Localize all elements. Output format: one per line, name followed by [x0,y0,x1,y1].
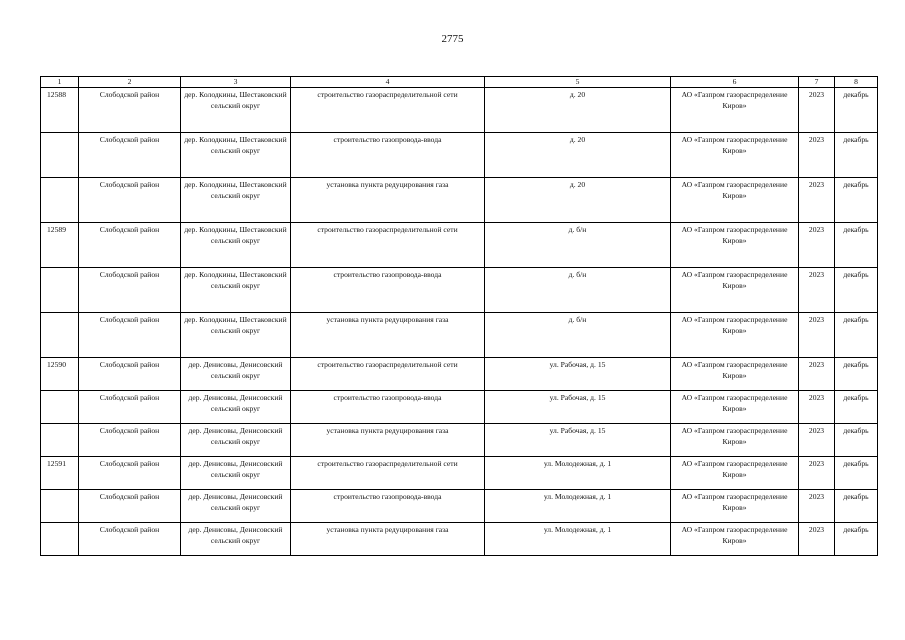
year-cell: 2023 [799,523,835,556]
address-cell: ул. Рабочая, д. 15 [485,358,671,391]
district-cell: Слободской район [79,490,181,523]
district-cell: Слободской район [79,133,181,178]
record-number [41,133,79,178]
year-cell: 2023 [799,313,835,358]
table-row [41,391,878,424]
address-cell: ул. Рабочая, д. 15 [485,391,671,424]
settlement-cell: дер. Колодкины, Шестаковский сельский округ [181,178,291,223]
column-number: 7 [799,77,835,88]
record-number [41,268,79,313]
month-cell: декабрь [835,457,878,490]
month-cell: декабрь [835,178,878,223]
settlement-cell: дер. Денисовы, Денисовский сельский округ [181,358,291,391]
settlement-cell: дер. Денисовы, Денисовский сельский округ [181,457,291,490]
settlement-cell: дер. Денисовы, Денисовский сельский округ [181,523,291,556]
organization-cell: АО «Газпром газораспределение Киров» [671,88,799,133]
address-cell: ул. Молодежная, д. 1 [485,523,671,556]
organization-cell: АО «Газпром газораспределение Киров» [671,391,799,424]
table-row [41,313,878,358]
district-cell: Слободской район [79,268,181,313]
column-number: 4 [291,77,485,88]
table-row [41,223,878,268]
page-number: 2775 [441,33,464,45]
work-type-cell: строительство газопровода-ввода [291,133,485,178]
record-number: 12591 [41,457,79,490]
organization-cell: АО «Газпром газораспределение Киров» [671,358,799,391]
year-cell: 2023 [799,391,835,424]
year-cell: 2023 [799,424,835,457]
record-number: 12589 [41,223,79,268]
column-number-row [41,77,878,88]
address-cell: ул. Рабочая, д. 15 [485,424,671,457]
month-cell: декабрь [835,223,878,268]
organization-cell: АО «Газпром газораспределение Киров» [671,178,799,223]
district-cell: Слободской район [79,424,181,457]
column-number: 8 [835,77,878,88]
table-row [41,358,878,391]
address-cell: д. б/н [485,223,671,268]
month-cell: декабрь [835,133,878,178]
year-cell: 2023 [799,457,835,490]
work-type-cell: строительство газораспределительной сети [291,88,485,133]
month-cell: декабрь [835,313,878,358]
column-number: 5 [485,77,671,88]
year-cell: 2023 [799,133,835,178]
organization-cell: АО «Газпром газораспределение Киров» [671,223,799,268]
district-cell: Слободской район [79,88,181,133]
district-cell: Слободской район [79,223,181,268]
organization-cell: АО «Газпром газораспределение Киров» [671,133,799,178]
organization-cell: АО «Газпром газораспределение Киров» [671,523,799,556]
address-cell: д. 20 [485,178,671,223]
table-row [41,424,878,457]
column-number: 2 [79,77,181,88]
table-row [41,268,878,313]
table-row [41,88,878,133]
year-cell: 2023 [799,178,835,223]
district-cell: Слободской район [79,391,181,424]
table-row [41,490,878,523]
district-cell: Слободской район [79,313,181,358]
work-type-cell: строительство газопровода-ввода [291,391,485,424]
record-number [41,424,79,457]
column-number: 6 [671,77,799,88]
record-number [41,178,79,223]
record-number: 12588 [41,88,79,133]
year-cell: 2023 [799,268,835,313]
work-type-cell: установка пункта редуцирования газа [291,523,485,556]
month-cell: декабрь [835,490,878,523]
work-type-cell: строительство газораспределительной сети [291,358,485,391]
table-row [41,523,878,556]
table-row [41,457,878,490]
month-cell: декабрь [835,523,878,556]
organization-cell: АО «Газпром газораспределение Киров» [671,457,799,490]
record-number [41,313,79,358]
address-cell: ул. Молодежная, д. 1 [485,457,671,490]
settlement-cell: дер. Денисовы, Денисовский сельский округ [181,490,291,523]
address-cell: д. 20 [485,88,671,133]
organization-cell: АО «Газпром газораспределение Киров» [671,424,799,457]
column-number: 3 [181,77,291,88]
settlement-cell: дер. Денисовы, Денисовский сельский округ [181,424,291,457]
settlement-cell: дер. Колодкины, Шестаковский сельский округ [181,223,291,268]
settlement-cell: дер. Колодкины, Шестаковский сельский округ [181,313,291,358]
year-cell: 2023 [799,223,835,268]
organization-cell: АО «Газпром газораспределение Киров» [671,268,799,313]
year-cell: 2023 [799,358,835,391]
record-number [41,523,79,556]
column-number: 1 [41,77,79,88]
record-number: 12590 [41,358,79,391]
record-number [41,391,79,424]
year-cell: 2023 [799,88,835,133]
work-type-cell: строительство газопровода-ввода [291,268,485,313]
organization-cell: АО «Газпром газораспределение Киров» [671,490,799,523]
work-type-cell: строительство газопровода-ввода [291,490,485,523]
work-type-cell: установка пункта редуцирования газа [291,178,485,223]
table-row [41,133,878,178]
organization-cell: АО «Газпром газораспределение Киров» [671,313,799,358]
month-cell: декабрь [835,268,878,313]
work-type-cell: установка пункта редуцирования газа [291,313,485,358]
settlement-cell: дер. Колодкины, Шестаковский сельский округ [181,88,291,133]
work-type-cell: строительство газораспределительной сети [291,223,485,268]
settlement-cell: дер. Колодкины, Шестаковский сельский округ [181,268,291,313]
month-cell: декабрь [835,424,878,457]
month-cell: декабрь [835,391,878,424]
district-cell: Слободской район [79,358,181,391]
district-cell: Слободской район [79,523,181,556]
settlement-cell: дер. Денисовы, Денисовский сельский округ [181,391,291,424]
month-cell: декабрь [835,358,878,391]
year-cell: 2023 [799,490,835,523]
address-cell: д. 20 [485,133,671,178]
record-number [41,490,79,523]
district-cell: Слободской район [79,178,181,223]
address-cell: д. б/н [485,268,671,313]
registry-table [40,76,878,556]
table-row [41,178,878,223]
month-cell: декабрь [835,88,878,133]
district-cell: Слободской район [79,457,181,490]
work-type-cell: установка пункта редуцирования газа [291,424,485,457]
address-cell: ул. Молодежная, д. 1 [485,490,671,523]
work-type-cell: строительство газораспределительной сети [291,457,485,490]
settlement-cell: дер. Колодкины, Шестаковский сельский округ [181,133,291,178]
address-cell: д. б/н [485,313,671,358]
